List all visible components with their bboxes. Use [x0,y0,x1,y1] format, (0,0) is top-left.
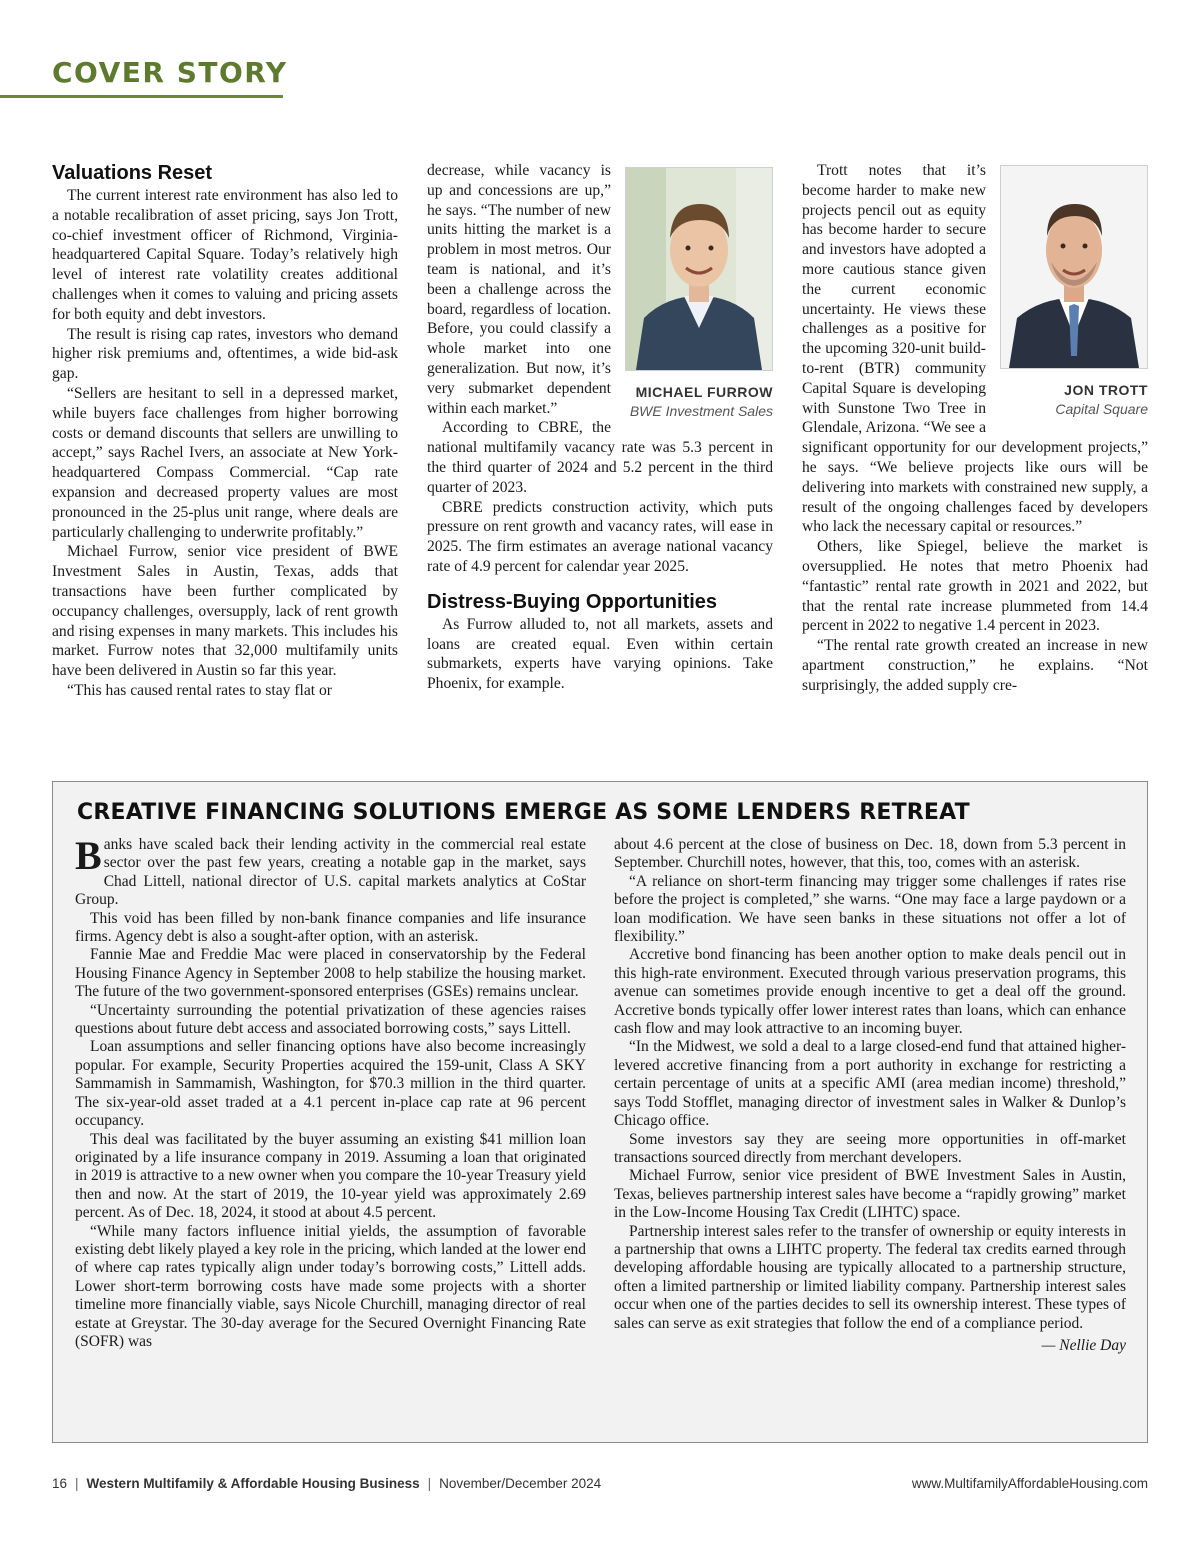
paragraph: “Uncertainty surrounding the potential privatization of these agencies raises questions about future debt access and associated borrowing costs,” says Littell. [75,1001,586,1038]
paragraph: The current interest rate environment has also led to a notable recalibration of asset pricing, says Jon Trott, co-chief investment officer of Richmond, Virginia-headquartered Capital Square. Today’s relatively high level of interest rate volatility creates additional challenges when it comes to valuing and pricing assets for both equity and debt investors. [52,187,398,323]
paragraph: Loan assumptions and seller financing options have also become increasingly popular. For example, Security Properties acquired the 159-unit, Class A SKY Sammamish in Sammamish, Washington, for $70.3 million in the third quarter. The six-year-old asset traded at a 4.1 percent in-place cap rate at 96 percent occupancy. [75,1038,586,1130]
paragraph: Michael Furrow, senior vice president of BWE Investment Sales in Austin, Texas, believes partnership interest sales have become a “rapidly growing” market in the Low-Income Housing Tax Credit (LIHTC) space. [614,1167,1126,1222]
byline: — Nellie Day [1041,1336,1126,1354]
page-number: 16 [52,1476,68,1491]
article-column-1 [52,160,398,701]
paragraph: “The rental rate growth created an increase in new apartment construction,” he explains. “Not surprisingly, the added supply cre- [802,637,1148,694]
sidebar-first-paragraph [75,833,586,910]
paragraph: Accretive bond financing has been another option to make deals pencil out in this high-rate environment. Executed through various preservation programs, this avenue can sometimes provide enough incentive to get a deal off the ground. Accretive bonds typically offer lower interest rates than loans, which can enhance cash flow and may look attractive to an incoming buyer. [614,946,1126,1038]
paragraph: “This has caused rental rates to stay flat or [67,681,332,699]
paragraph: “While many factors influence initial yields, the assumption of favorable existing debt likely played a key role in the pricing, which landed at the lower end of where cap rates typically align under today’s borrowing costs,” Littell adds. Lower short-term borrowing costs have made some projects with a shorter timeline more financially viable, says Nicole Churchill, managing director of real estate at Greystar. The 30-day average for the Secured Overnight Financing Rate (SOFR) was [75,1222,586,1350]
paragraph: This void has been filled by non-bank finance companies and life insurance firms. Agency debt is also a sought-after option, with an asterisk. [75,909,586,946]
paragraph: The result is rising cap rates, investors who demand higher risk premiums and, oftentimes, a wide bid-ask gap. [52,325,398,383]
paragraph: This deal was facilitated by the buyer assuming an existing $41 million loan originated by a life insurance company in 2019. Assuming a loan that originated in 2019 is attractive to a new owner when you compare the 10-year Treasury yield then and now. At the start of 2019, the 10-year yield was approximately 2.69 percent. As of Dec. 18, 2024, it stood at about 4.5 percent. [75,1130,586,1222]
paragraph: “A reliance on short-term financing may trigger some challenges if rates rise before the project is completed,” she warns. “One may face a large paydown or a loan modification. We have seen banks in these situations not offer a lot of flexibility.” [614,872,1126,946]
paragraph: decrease, while vacancy is up and concessions are up,” he says. “The number of new units hitting the market is a problem in most metros. Our team is national, and it’s been a challenge across the board, regardless of location. Before, you could classify a whole market into one generalization. But now, it’s very submarket dependent within each market.” [427,162,611,417]
paragraph: Some investors say they are seeing more opportunities in off-market transactions sourced directly from merchant developers. [614,1130,1126,1166]
section-label: COVER STORY [52,56,288,89]
heading-distress-buying: Distress-Buying Opportunities [427,590,718,613]
footer-separator: | [75,1476,79,1491]
paragraph: Fannie Mae and Freddie Mac were placed in conservatorship by the Federal Housing Finance Agency in September 2008 to help stabilize the housing market. The future of the two government-sponsored enterprises (GSEs) remains unclear. [75,946,586,1001]
dropcap: B [75,833,102,878]
caption-name-trott: JON TROTT [1064,382,1148,398]
first-paragraph-text: anks have scaled back their lending activity in the commercial real estate sector over the past few years, creating a notable gap in the market, says Chad Littell, national director of U.S. capital markets analytics at CoStar Group. [75,836,586,909]
paragraph: “In the Midwest, we sold a deal to a large closed-end fund that attained higher-levered accretive financing from a port authority in exchange for restricting a certain percentage of units at a specific AMI (area median income) threshold,” says Todd Stofflet, managing director of investment sales in Walker & Dunlop’s Chicago office. [614,1038,1126,1130]
footer-separator: | [427,1476,432,1491]
section-rule [0,95,283,98]
caption-name-furrow: MICHAEL FURROW [635,384,773,400]
photo-trott [1000,165,1148,419]
caption-company-trott: Capital Square [1055,401,1148,417]
heading-valuations-reset: Valuations Reset [52,162,213,184]
paragraph: Michael Furrow, senior vice president of BWE Investment Sales in Austin, Texas, adds that transactions have been further complicated by occupancy challenges, oversupply, lack of rent growth and rising expenses in many markets. This includes his market. Furrow notes that 32,000 multifamily units have been delivered in Austin so far this year. [52,543,398,680]
paragraph: Trott notes that it’s become harder to make new projects pencil out as equity has become harder to secure and investors have adopted a more cautious stance given the current economic uncertainty. He views these challenges as a positive for the upcoming 320-unit build-to-rent (BTR) community Capital Square is developing with Sunstone Two Tree in Glendale, Arizona. “We see a significant opportunity for our development projects,” he says. “We believe projects like ours will be delivering into markets with constrained new supply, a result of the ongoing challenges faced by developers who lack the necessary capital or resources.” [802,162,1148,536]
issue-date: November/December 2024 [439,1476,602,1491]
paragraph: “Sellers are hesitant to sell in a depressed market, while buyers face challenges from higher borrowing costs or demand discounts that sellers are unwilling to accept,” says Rachel Ivers, an associate at New York-headquartered Compass Commercial. “Cap rate expansion and decreased property values are most pronounced in the 25-plus unit range, where deals are particularly challenging to underwrite profitably.” [52,384,398,541]
portrait-michael-furrow [625,167,773,371]
paragraph: As Furrow alluded to, not all markets, assets and loans are created equal. Even within certain submarkets, experts have varying opinions. Take Phoenix, for example. [427,615,773,693]
paragraph: Partnership interest sales refer to the transfer of ownership or equity interests in a partnership that owns a LIHTC property. The federal tax credits earned through developing affordable housing are typically allocated to a partnership structure, often a limited partnership or limited liability company. Partnership interest sales occur when one of the parties decides to sell its ownership interest. These types of sales can serve as exit strategies that follow the end of a compliance period. [614,1222,1126,1332]
portrait-jon-trott [1000,165,1148,369]
paragraph: According to CBRE, the national multifamily vacancy rate was 5.3 percent in the third quarter of 2024 and 5.2 percent in the third quarter of 2023. [427,419,773,496]
sidebar-title: CREATIVE FINANCING SOLUTIONS EMERGE AS SOME LENDERS RETREAT [77,800,970,825]
publication-name: Western Multifamily & Affordable Housing Business [86,1476,420,1491]
paragraph: about 4.6 percent at the close of business on Dec. 18, down from 5.3 percent in September. Churchill notes, however, that this, too, comes with an asterisk. [614,836,1126,872]
caption-company-furrow: BWE Investment Sales [629,403,773,419]
portrait-furrow-image [626,168,772,370]
paragraph: Others, like Spiegel, believe the market is oversupplied. He notes that metro Phoenix had “fantastic” rental rate growth in 2021 and 2022, but that the rental rate increase plummeted from 14.4 percent in 2022 to negative 1.4 percent in 2023. [802,538,1148,635]
sidebar-box [52,781,1148,1443]
paragraph: CBRE predicts construction activity, which puts pressure on rent growth and vacancy rates, will ease in 2025. The firm estimates an average national vacancy rate of 4.9 percent for calendar year 2025. [427,498,773,575]
article-column-2 [427,161,773,694]
website-url[interactable]: www.MultifamilyAffordableHousing.com [911,1476,1148,1491]
sidebar-column-right [614,836,1126,1355]
article-column-3 [802,161,1148,696]
sidebar-column-left [75,833,586,1351]
photo-furrow [625,167,773,421]
portrait-trott-image [1001,166,1147,368]
footer-left [52,1476,601,1491]
